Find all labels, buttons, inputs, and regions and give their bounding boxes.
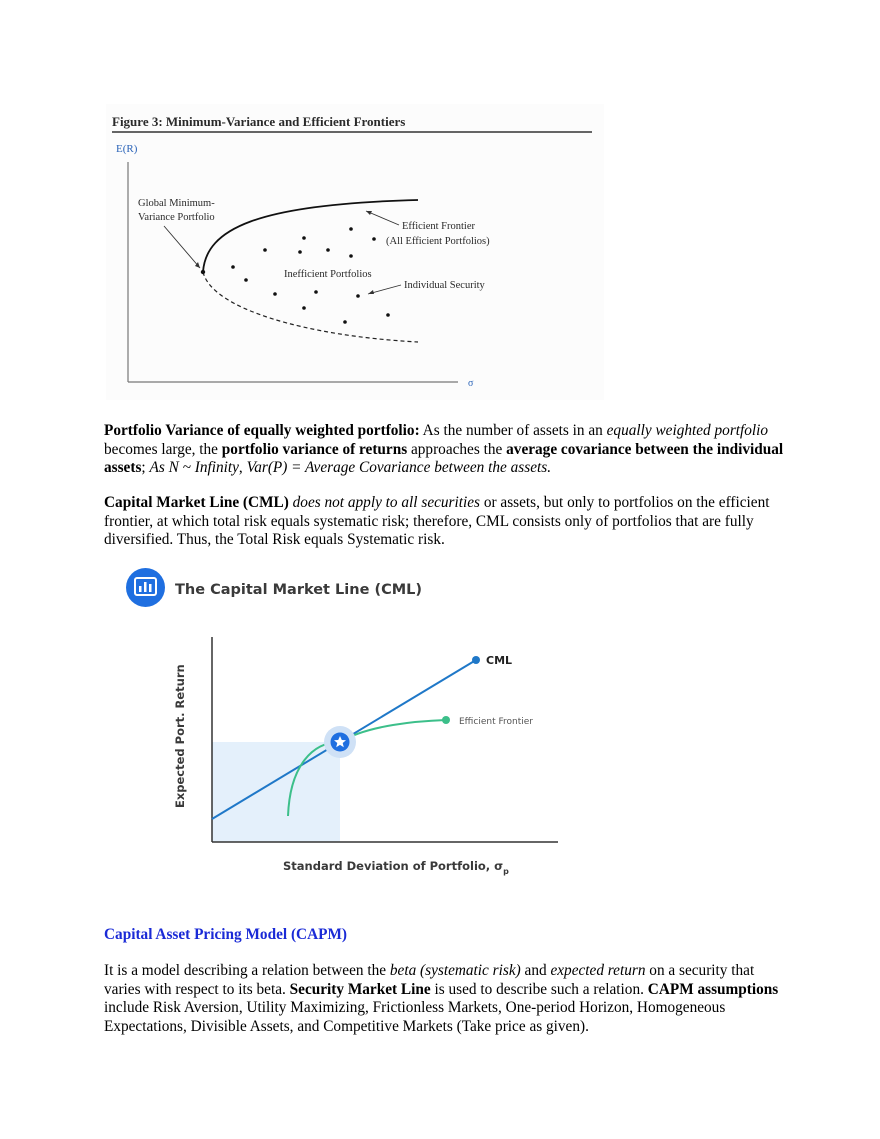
p2-italic: does not apply to all securities [292,494,481,511]
p1-text: ; [141,459,150,476]
ef-label-line1: Efficient Frontier [402,221,475,232]
p3-text: is used to describe such a relation. [430,980,648,998]
paragraph-cml [104,494,784,550]
ef-arrow [366,211,399,225]
gmv-point [201,270,205,274]
bar-chart-icon-bar [144,582,147,592]
cml-figure-title: The Capital Market Line (CML) [175,582,423,598]
security-point [349,227,353,231]
figure3-title: Figure 3: Minimum-Variance and Efficient Frontiers [112,114,406,129]
p1-bold-term: Portfolio Variance of equally weighted portfolio: [104,422,420,439]
cml-endpoint [472,656,480,664]
security-point [302,236,306,240]
p3-text: It is a model describing a relation between the [104,962,390,979]
security-point [372,237,376,241]
security-point [273,292,277,296]
security-point [263,248,267,252]
cml-y-axis-label: Expected Port. Return [173,664,187,808]
security-point [231,265,235,269]
p3-italic: beta (systematic risk) [389,962,521,979]
security-point [386,313,390,317]
security-point [298,250,302,254]
figure-capital-market-line [118,560,558,880]
paragraph-portfolio-variance [104,422,784,478]
ef-label-line2: (All Efficient Portfolios) [386,236,490,247]
gmv-label-line1: Global Minimum- [138,198,215,209]
security-point [302,306,306,310]
figure3-y-axis-label: E(R) [116,143,138,155]
capm-heading: Capital Asset Pricing Model (CAPM) [104,926,348,943]
inefficient-frontier-curve [203,272,418,342]
p1-text: approaches the [407,440,507,458]
paragraph-capm [104,962,784,1036]
p3-italic: expected return [550,962,646,979]
security-point [326,248,330,252]
efficient-frontier-endpoint [442,716,450,724]
p2-bold-term: Capital Market Line (CML) [104,494,289,511]
p3-text: and [520,962,551,979]
security-point [349,254,353,258]
cml-shaded-region [212,742,340,842]
p3-text: on a security that varies with respect to its beta. [104,962,755,998]
cml-label: CML [486,654,513,667]
figure-minimum-variance-frontier [106,104,604,400]
p3-text: include Risk Aversion, Utility Maximizing, Frictionless Markets, One-period Horizon, Homogeneous Expectations, Divisible Assets, and Competitive Markets (Take price as given). [104,999,726,1035]
p1-text: , [238,459,247,476]
individual-security-label: Individual Security [404,280,485,291]
security-point [244,278,248,282]
gmv-label-line2: Variance Portfolio [138,212,215,223]
p1-text: As the number of assets in an [419,422,607,439]
gmv-arrow [164,226,200,268]
bar-chart-icon-bar [139,586,142,592]
bar-chart-icon-bar [149,584,152,592]
p1-italic: equally weighted portfolio [606,422,769,439]
p2-text: or assets, but only to portfolios on the efficient frontier, at which total risk equals systematic risk; therefore, CML consists only of portfolios that are fully diversified. Thus, the Total Risk equals Systematic risk. [104,494,770,548]
p3-bold: Security Market Line [289,980,431,998]
cml-x-axis-label: Standard Deviation of Portfolio, $\sigma_p$ [283,859,509,876]
figure3-x-axis-label: σ [468,378,474,389]
security-point [356,294,360,298]
individual-arrowhead [368,290,374,294]
p3-bold: CAPM assumptions [647,980,779,998]
p1-italic: Var(P) = Average Covariance between the assets. [246,459,552,476]
security-point [343,320,347,324]
efficient-frontier-label: Efficient Frontier [459,717,533,727]
p1-bold: average covariance between the individual assets [104,440,784,476]
p1-italic: As N ~ Infinity [149,459,239,476]
p1-bold: portfolio variance of returns [221,440,408,458]
inefficient-label: Inefficient Portfolios [284,269,372,280]
p1-text: becomes large, the [104,440,222,458]
security-point [314,290,318,294]
